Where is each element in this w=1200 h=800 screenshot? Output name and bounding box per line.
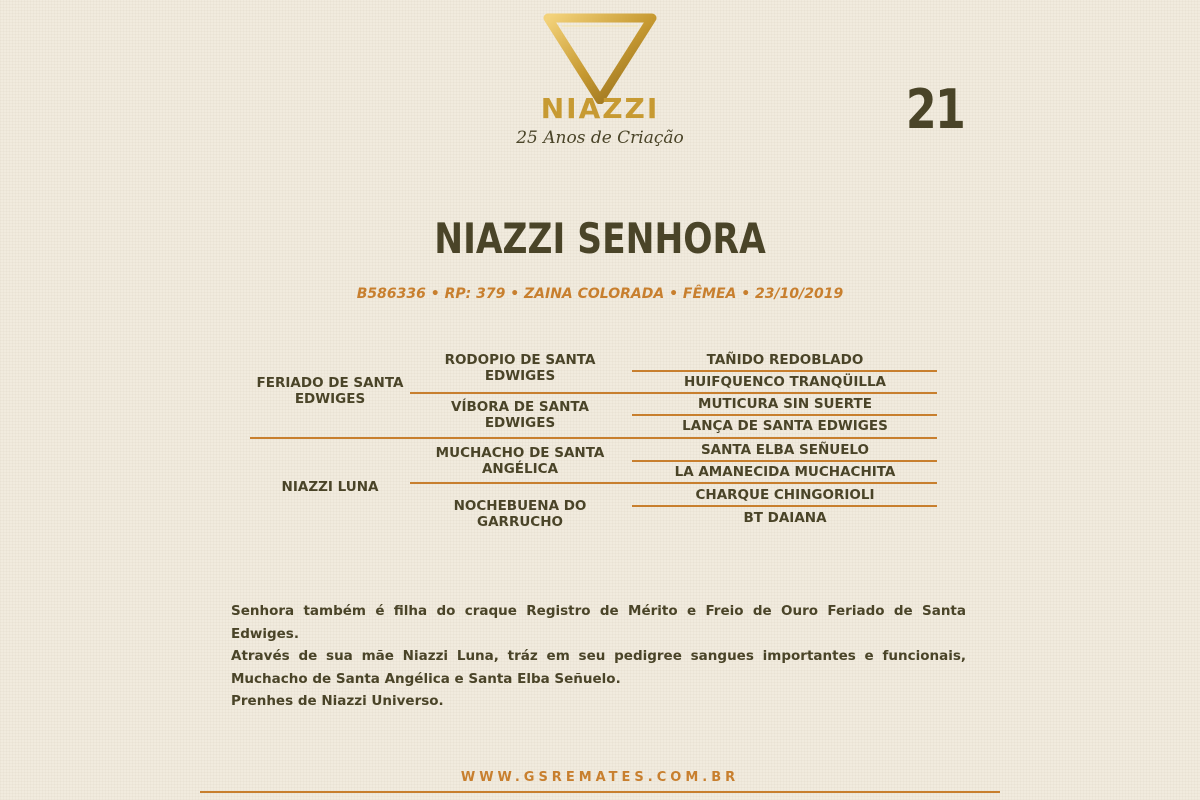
pedigree-divider [410,482,937,484]
description-line: Senhora também é filha do craque Registro de Mérito e Freio de Ouro Feriado de Santa Edwiges. [231,603,966,642]
brand-tagline: 25 Anos de Criação [516,128,684,148]
description [231,600,966,713]
pedigree-divider [632,414,937,416]
pedigree-dam-dam: NOCHEBUENA DO GARRUCHO [453,498,587,530]
pedigree-divider [632,460,937,462]
pedigree-sire-sire: RODOPIO DE SANTA EDWIGES [444,352,596,384]
pedigree-ggp: HUIFQUENCO TRANQÜILLA [683,374,886,390]
pedigree-divider [410,392,937,394]
pedigree-divider [632,370,937,372]
pedigree-ggp: MUTICURA SIN SUERTE [698,396,872,412]
pedigree-divider [250,437,937,439]
pedigree-divider [632,505,937,507]
pedigree-ggp: SANTA ELBA SEÑUELO [700,442,870,458]
pedigree-ggp: CHARQUE CHINGORIOLI [695,487,875,503]
triangle-logo-icon [540,12,660,104]
pedigree-sire-dam: VÍBORA DE SANTA EDWIGES [451,399,589,431]
pedigree-ggp: TAÑIDO REDOBLADO [706,352,864,368]
pedigree-dam: NIAZZI LUNA [281,479,379,495]
animal-info: B586336 • RP: 379 • ZAINA COLORADA • FÊMEA • 23/10/2019 [356,286,844,302]
pedigree-ggp: BT DAIANA [743,510,827,526]
footer-divider [200,791,1000,793]
pedigree-ggp: LA AMANECIDA MUCHACHITA [674,464,896,480]
footer-website-link[interactable]: WWW.GSREMATES.COM.BR [460,770,740,785]
brand-name: NIAZZI [540,92,660,125]
animal-name: NIAZZI SENHORA [434,214,766,263]
pedigree-sire: FERIADO DE SANTA EDWIGES [256,375,404,407]
pedigree-dam-sire: MUCHACHO DE SANTA ANGÉLICA [435,445,605,477]
description-line: Através de sua mãe Niazzi Luna, tráz em seu pedigree sangues importantes e funcionais, Muchacho de Santa Angélica e Santa Elba Señuelo. [231,648,966,687]
description-line: Prenhes de Niazzi Universo. [231,693,444,709]
lot-number: 21 [905,78,965,141]
pedigree-ggp: LANÇA DE SANTA EDWIGES [682,418,888,434]
